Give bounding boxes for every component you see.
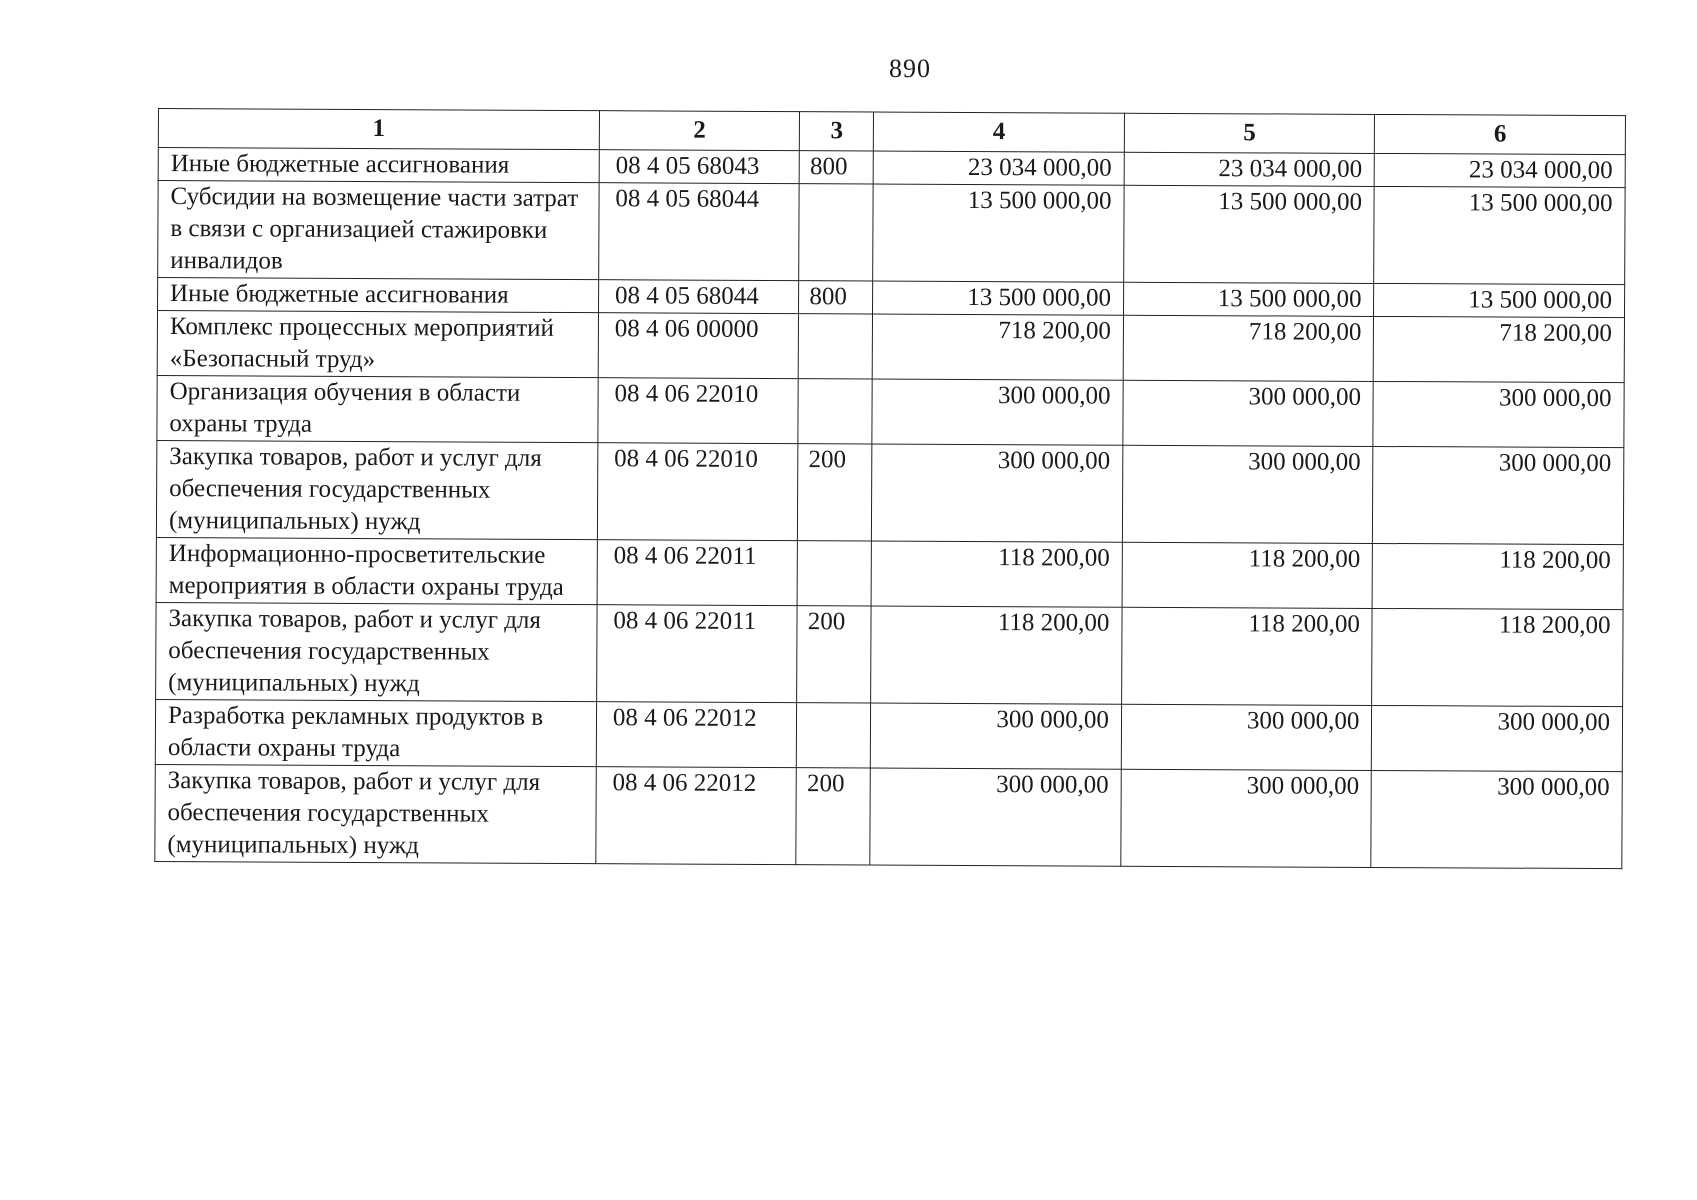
row-code: 08 4 06 22011 [596,605,797,703]
row-amount-5: 13 500 000,00 [1123,282,1374,316]
row-amount-6: 13 500 000,00 [1374,186,1625,284]
row-code: 08 4 05 68044 [598,280,799,314]
row-amount-4: 718 200,00 [873,314,1124,380]
header-col-6: 6 [1375,114,1626,154]
row-amount-4: 300 000,00 [872,444,1123,542]
row-name: Закупка товаров, работ и услуг для обеспечения государственных (муниципальных) нужд [156,440,597,539]
row-type: 200 [796,768,871,865]
row-amount-4: 118 200,00 [872,541,1123,607]
row-amount-6: 300 000,00 [1373,446,1624,544]
row-type: 200 [797,606,872,703]
row-code: 08 4 06 00000 [598,313,799,379]
row-amount-6: 23 034 000,00 [1375,153,1626,187]
table-row [156,602,1623,706]
row-name: Закупка товаров, работ и услуг для обеспечения государственных (муниципальных) нужд [156,602,597,701]
table-row [157,311,1624,383]
row-amount-4: 300 000,00 [872,379,1123,445]
row-amount-6: 118 200,00 [1372,608,1623,706]
row-amount-6: 718 200,00 [1374,316,1625,382]
row-amount-5: 118 200,00 [1122,542,1373,608]
page-number: 890 [889,54,931,83]
row-amount-5: 300 000,00 [1121,769,1372,867]
row-amount-6: 300 000,00 [1372,705,1623,771]
row-code: 08 4 05 68044 [599,183,800,281]
row-amount-4: 13 500 000,00 [873,281,1124,315]
row-amount-6: 300 000,00 [1373,381,1624,447]
row-amount-4: 300 000,00 [871,703,1122,769]
row-amount-4: 300 000,00 [870,768,1121,866]
row-code: 08 4 05 68043 [599,150,800,184]
row-amount-6: 300 000,00 [1371,770,1622,868]
header-col-1: 1 [158,109,599,150]
row-type [797,541,871,606]
row-name: Закупка товаров, работ и услуг для обеспечения государственных (муниципальных) нужд [155,764,596,863]
header-col-4: 4 [874,112,1125,152]
row-amount-5: 300 000,00 [1121,704,1372,770]
row-code: 08 4 06 22011 [597,540,798,606]
row-amount-6: 118 200,00 [1373,543,1624,609]
row-amount-5: 23 034 000,00 [1124,152,1375,186]
table-row [155,699,1622,771]
row-code: 08 4 06 22010 [598,378,799,444]
row-code: 08 4 06 22012 [596,702,797,768]
row-code: 08 4 06 22012 [596,767,797,865]
row-amount-5: 13 500 000,00 [1124,185,1375,283]
row-code: 08 4 06 22010 [597,443,798,541]
budget-table [154,108,1626,869]
row-name: Комплекс процессных мероприятий «Безопасный труд» [157,311,598,378]
row-name: Субсидии на возмещение части затрат в связи с организацией стажировки инвалидов [158,181,599,280]
row-type [799,184,874,281]
table-row [156,440,1623,544]
row-amount-4: 23 034 000,00 [874,151,1125,185]
table-row [157,375,1624,447]
row-type [797,703,871,768]
row-type [798,379,872,444]
table-row [155,764,1622,868]
table-row [158,181,1625,285]
row-name: Информационно-просветительские мероприятия в области охраны труда [156,537,597,604]
row-amount-5: 118 200,00 [1122,607,1373,705]
row-name: Иные бюджетные ассигнования [158,148,599,183]
row-amount-6: 13 500 000,00 [1374,283,1625,317]
header-col-5: 5 [1124,113,1375,153]
row-amount-4: 13 500 000,00 [873,184,1124,282]
row-name: Иные бюджетные ассигнования [158,278,599,313]
header-col-3: 3 [800,112,874,151]
row-amount-4: 118 200,00 [871,606,1122,704]
row-type: 800 [799,151,873,184]
row-type: 800 [799,281,873,314]
row-amount-5: 300 000,00 [1122,445,1373,543]
row-type: 200 [798,444,873,541]
row-amount-5: 718 200,00 [1123,315,1374,381]
row-name: Разработка рекламных продуктов в области охраны труда [155,699,596,766]
table-row [156,537,1623,609]
row-name: Организация обучения в области охраны труда [157,375,598,442]
row-amount-5: 300 000,00 [1123,380,1374,446]
header-col-2: 2 [599,111,800,151]
row-type [798,314,872,379]
